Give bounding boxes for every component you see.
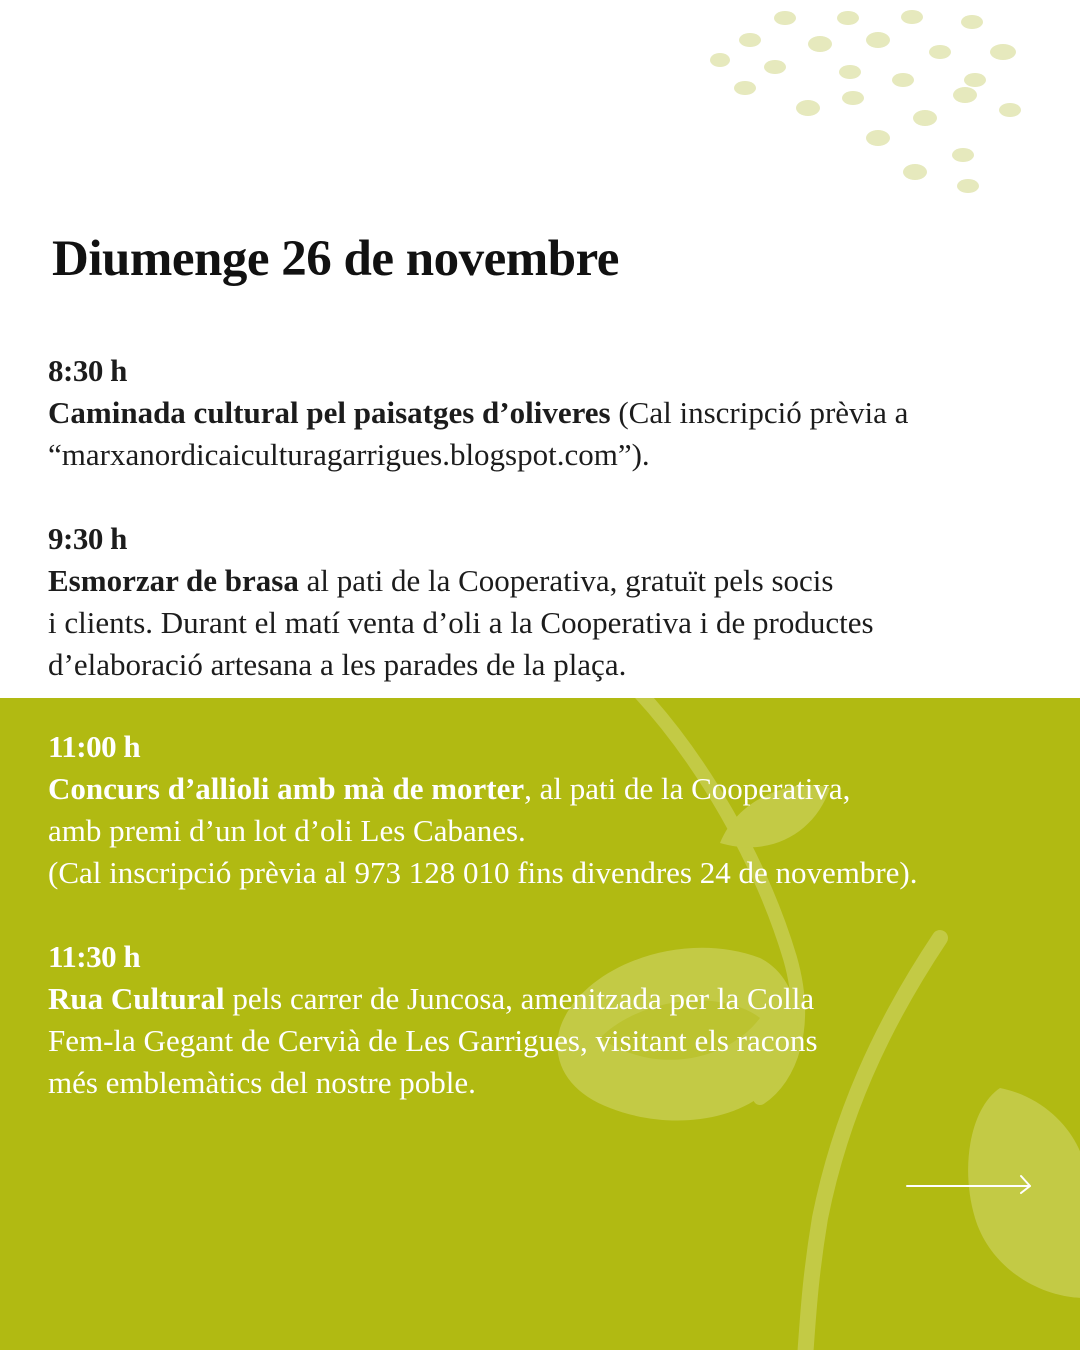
event-title: Rua Cultural [48, 981, 225, 1016]
page-title: Diumenge 26 de novembre [52, 231, 619, 287]
event-time: 8:30 h [48, 353, 127, 388]
green-band [0, 698, 1080, 1350]
event-9-30 [48, 518, 1058, 686]
event-title: Esmorzar de brasa [48, 563, 299, 598]
event-description-line: Concurs d’allioli amb mà de morter, al pati de la Cooperativa, [48, 771, 851, 806]
event-8-30 [48, 350, 1058, 476]
event-description-line: d’elaboració artesana a les parades de la plaça. [48, 647, 627, 682]
event-title: Concurs d’allioli amb mà de morter [48, 771, 525, 806]
olive-dots-pattern [0, 0, 1080, 220]
event-description-line: i clients. Durant el matí venta d’oli a la Cooperativa i de productes [48, 605, 874, 640]
event-11-30 [48, 936, 1058, 1104]
arrow-right-icon[interactable] [906, 1170, 1032, 1194]
event-description-line: Caminada cultural pel paisatges d’oliveres (Cal inscripció prèvia a [48, 395, 909, 430]
event-description-line: Esmorzar de brasa al pati de la Cooperativa, gratuït pels socis [48, 563, 834, 598]
event-description-line: Fem-la Gegant de Cervià de Les Garrigues, visitant els racons [48, 1023, 818, 1058]
event-11-00 [48, 726, 1058, 894]
event-description-line: “marxanordicaiculturagarrigues.blogspot.com”). [48, 437, 650, 472]
event-description-line: més emblemàtics del nostre poble. [48, 1065, 476, 1100]
event-description-line: Rua Cultural pels carrer de Juncosa, amenitzada per la Colla [48, 981, 815, 1016]
event-time: 9:30 h [48, 521, 127, 556]
event-description-line: (Cal inscripció prèvia al 973 128 010 fins divendres 24 de novembre). [48, 855, 918, 890]
event-time: 11:00 h [48, 729, 141, 764]
event-title: Caminada cultural pel paisatges d’oliveres [48, 395, 611, 430]
event-description-line: amb premi d’un lot d’oli Les Cabanes. [48, 813, 526, 848]
event-time: 11:30 h [48, 939, 141, 974]
